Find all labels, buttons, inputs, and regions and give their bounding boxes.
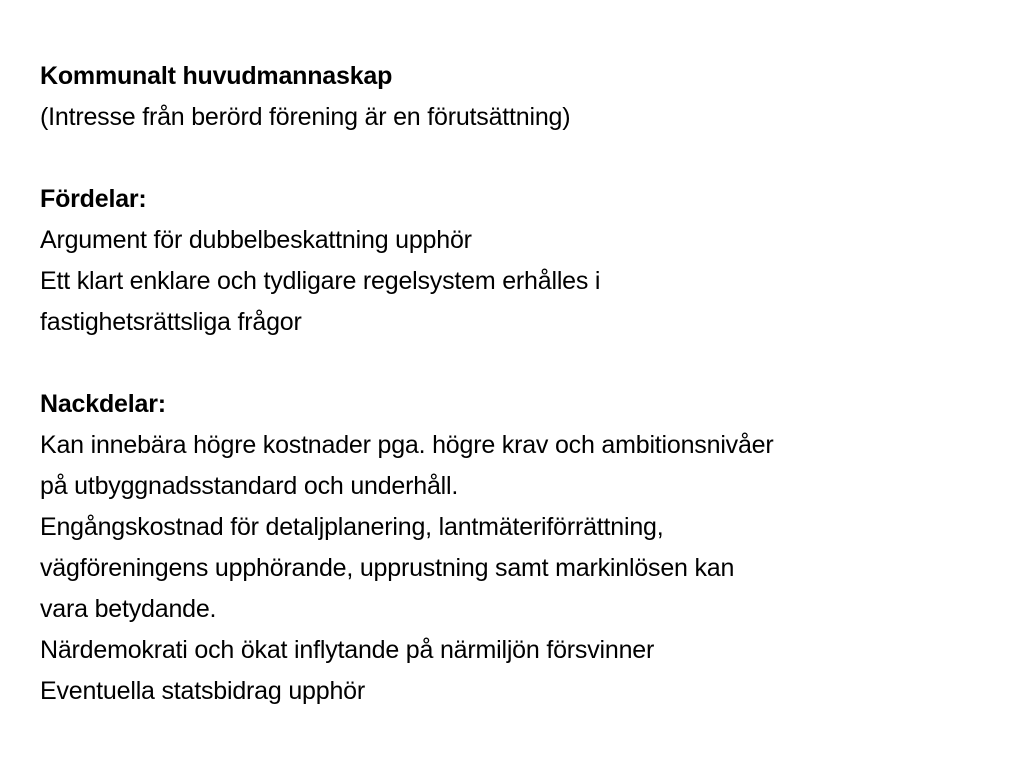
advantage-line: Ett klart enklare och tydligare regelsystem erhålles i xyxy=(40,267,601,295)
disadvantage-line: Närdemokrati och ökat inflytande på närmiljön försvinner xyxy=(40,636,655,664)
advantage-line: Argument för dubbelbeskattning upphör xyxy=(40,226,472,254)
disadvantage-line: Engångskostnad för detaljplanering, lantmäteriförrättning, xyxy=(40,513,664,541)
spacer xyxy=(40,138,984,179)
advantages-heading: Fördelar: xyxy=(40,185,147,213)
disadvantages-section xyxy=(40,384,984,712)
advantages-section xyxy=(40,179,984,343)
slide-subtitle: (Intresse från berörd förening är en förutsättning) xyxy=(40,103,571,131)
disadvantages-heading: Nackdelar: xyxy=(40,390,166,418)
disadvantage-line: Eventuella statsbidrag upphör xyxy=(40,677,365,705)
disadvantage-line: på utbyggnadsstandard och underhåll. xyxy=(40,472,459,500)
slide-title: Kommunalt huvudmannaskap xyxy=(40,62,393,90)
disadvantage-line: Kan innebära högre kostnader pga. högre krav och ambitionsnivåer xyxy=(40,431,774,459)
advantage-line: fastighetsrättsliga frågor xyxy=(40,308,302,336)
disadvantage-line: vara betydande. xyxy=(40,595,217,623)
disadvantage-line: vägföreningens upphörande, upprustning samt markinlösen kan xyxy=(40,554,735,582)
spacer xyxy=(40,343,984,384)
